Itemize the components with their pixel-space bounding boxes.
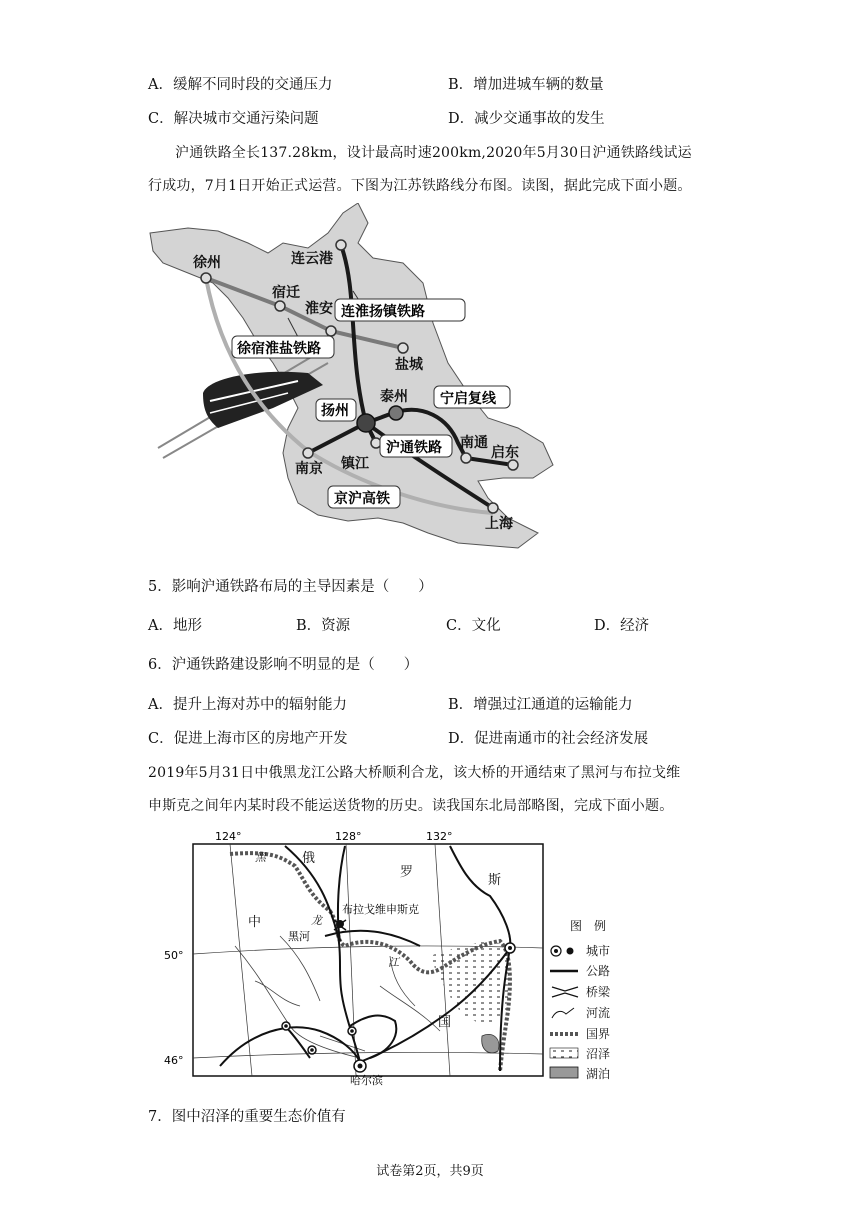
label-c1: 中 — [248, 915, 262, 930]
northeast-china-map — [160, 826, 640, 1088]
station-yancheng — [398, 343, 408, 353]
svg-text:沪通铁路: 沪通铁路 — [386, 440, 442, 456]
legend-swamp: 沼泽 — [586, 1047, 611, 1061]
label-taizhou: 泰州 — [380, 389, 408, 405]
intro1-line1: 沪通铁路全长137.28km，设计最高时速200km,2020年5月30日沪通铁路线试运 — [175, 145, 692, 161]
station-qidong — [508, 460, 518, 470]
lon-124: 124° — [215, 830, 242, 843]
label-e3: 斯 — [488, 873, 502, 888]
label-heihe: 黑河 — [288, 930, 310, 943]
q4-option-a: A．缓解不同时段的交通压力 — [148, 77, 333, 93]
label-lianyungang: 连云港 — [291, 251, 333, 267]
q5-option-c: C．文化 — [446, 618, 501, 634]
label-blagoveshchensk: 布拉戈维申斯克 — [342, 903, 419, 916]
label-suqian: 宿迁 — [272, 285, 300, 301]
svg-text:徐宿淮盐铁路: 徐宿淮盐铁路 — [237, 341, 321, 357]
q6-option-a: A．提升上海对苏中的辐射能力 — [148, 697, 347, 713]
station-lianyungang — [336, 240, 346, 250]
station-xuzhou — [201, 273, 211, 283]
label-xuzhou: 徐州 — [193, 255, 221, 271]
label-harbin: 哈尔滨 — [350, 1074, 383, 1087]
page-footer: 试卷第2页，共9页 — [376, 1164, 484, 1179]
label-yancheng: 盐城 — [395, 357, 423, 373]
label-c2: 国 — [438, 1015, 452, 1030]
legend-lake: 湖泊 — [586, 1067, 611, 1081]
q4-option-d: D．减少交通事故的发生 — [448, 111, 605, 127]
label-e2: 罗 — [400, 865, 414, 880]
q4-option-c: C．解决城市交通污染问题 — [148, 111, 319, 127]
lat-46: 46° — [164, 1054, 184, 1067]
label-nantong: 南通 — [460, 435, 488, 451]
legend-city: 城市 — [586, 944, 611, 958]
legend-title: 图 例 — [570, 919, 607, 933]
box-ningqi — [434, 386, 510, 408]
legend-bridge: 桥梁 — [586, 985, 611, 999]
label-zhenjiang: 镇江 — [341, 456, 369, 472]
intro2-line2: 申斯克之间年内某时段不能运送货物的历史。读我国东北局部略图，完成下面小题。 — [148, 798, 674, 814]
jiangsu-railway-map — [148, 203, 558, 553]
q5-stem: 5．影响沪通铁路布局的主导因素是（ ） — [148, 579, 433, 595]
q4-option-b: B．增加进城车辆的数量 — [448, 77, 604, 93]
q6-option-b: B．增强过江通道的运输能力 — [448, 697, 633, 713]
label-qidong: 启东 — [491, 445, 519, 461]
lon-132: 132° — [426, 830, 453, 843]
station-nantong — [461, 453, 471, 463]
q6-option-d: D．促进南通市的社会经济发展 — [448, 731, 649, 747]
label-nanjing: 南京 — [295, 461, 323, 477]
label-e1: 俄 — [302, 851, 316, 866]
svg-text:扬州: 扬州 — [321, 403, 349, 419]
intro2-line1: 2019年5月31日中俄黑龙江公路大桥顺利合龙，该大桥的开通结束了黑河与布拉戈维 — [148, 765, 681, 781]
label-heilong1: 黑 — [255, 851, 266, 864]
svg-text:京沪高铁: 京沪高铁 — [334, 491, 390, 507]
station-shanghai — [488, 503, 498, 513]
label-heilong2: 龙 — [311, 914, 322, 927]
q5-option-d: D．经济 — [594, 618, 650, 634]
station-suqian — [275, 301, 285, 311]
lat-50: 50° — [164, 949, 184, 962]
svg-text:宁启复线: 宁启复线 — [440, 391, 496, 407]
legend-river: 河流 — [586, 1006, 611, 1020]
q5-option-b: B．资源 — [296, 618, 351, 634]
q6-option-c: C．促进上海市区的房地产开发 — [148, 731, 348, 747]
label-huaian: 淮安 — [305, 301, 333, 317]
station-huaian — [326, 326, 336, 336]
station-taizhou — [389, 406, 403, 420]
station-yangzhou — [357, 414, 375, 432]
label-heilong3: 江 — [388, 956, 399, 969]
lon-128: 128° — [335, 830, 362, 843]
box-yangzhou — [316, 399, 356, 421]
legend-road: 公路 — [586, 964, 611, 978]
intro1-line2: 行成功，7月1日开始正式运营。下图为江苏铁路线分布图。读图，据此完成下面小题。 — [148, 178, 692, 194]
box-hutong — [380, 435, 452, 457]
legend-border: 国界 — [586, 1027, 611, 1041]
q6-stem: 6．沪通铁路建设影响不明显的是（ ） — [148, 657, 419, 673]
q5-option-a: A．地形 — [148, 618, 202, 634]
label-shanghai: 上海 — [485, 516, 513, 532]
legend — [550, 918, 611, 1081]
station-nanjing — [303, 448, 313, 458]
q7-stem: 7．图中沼泽的重要生态价值有 — [148, 1109, 346, 1125]
box-jinghu — [328, 486, 400, 508]
svg-text:连淮扬镇铁路: 连淮扬镇铁路 — [341, 304, 425, 320]
